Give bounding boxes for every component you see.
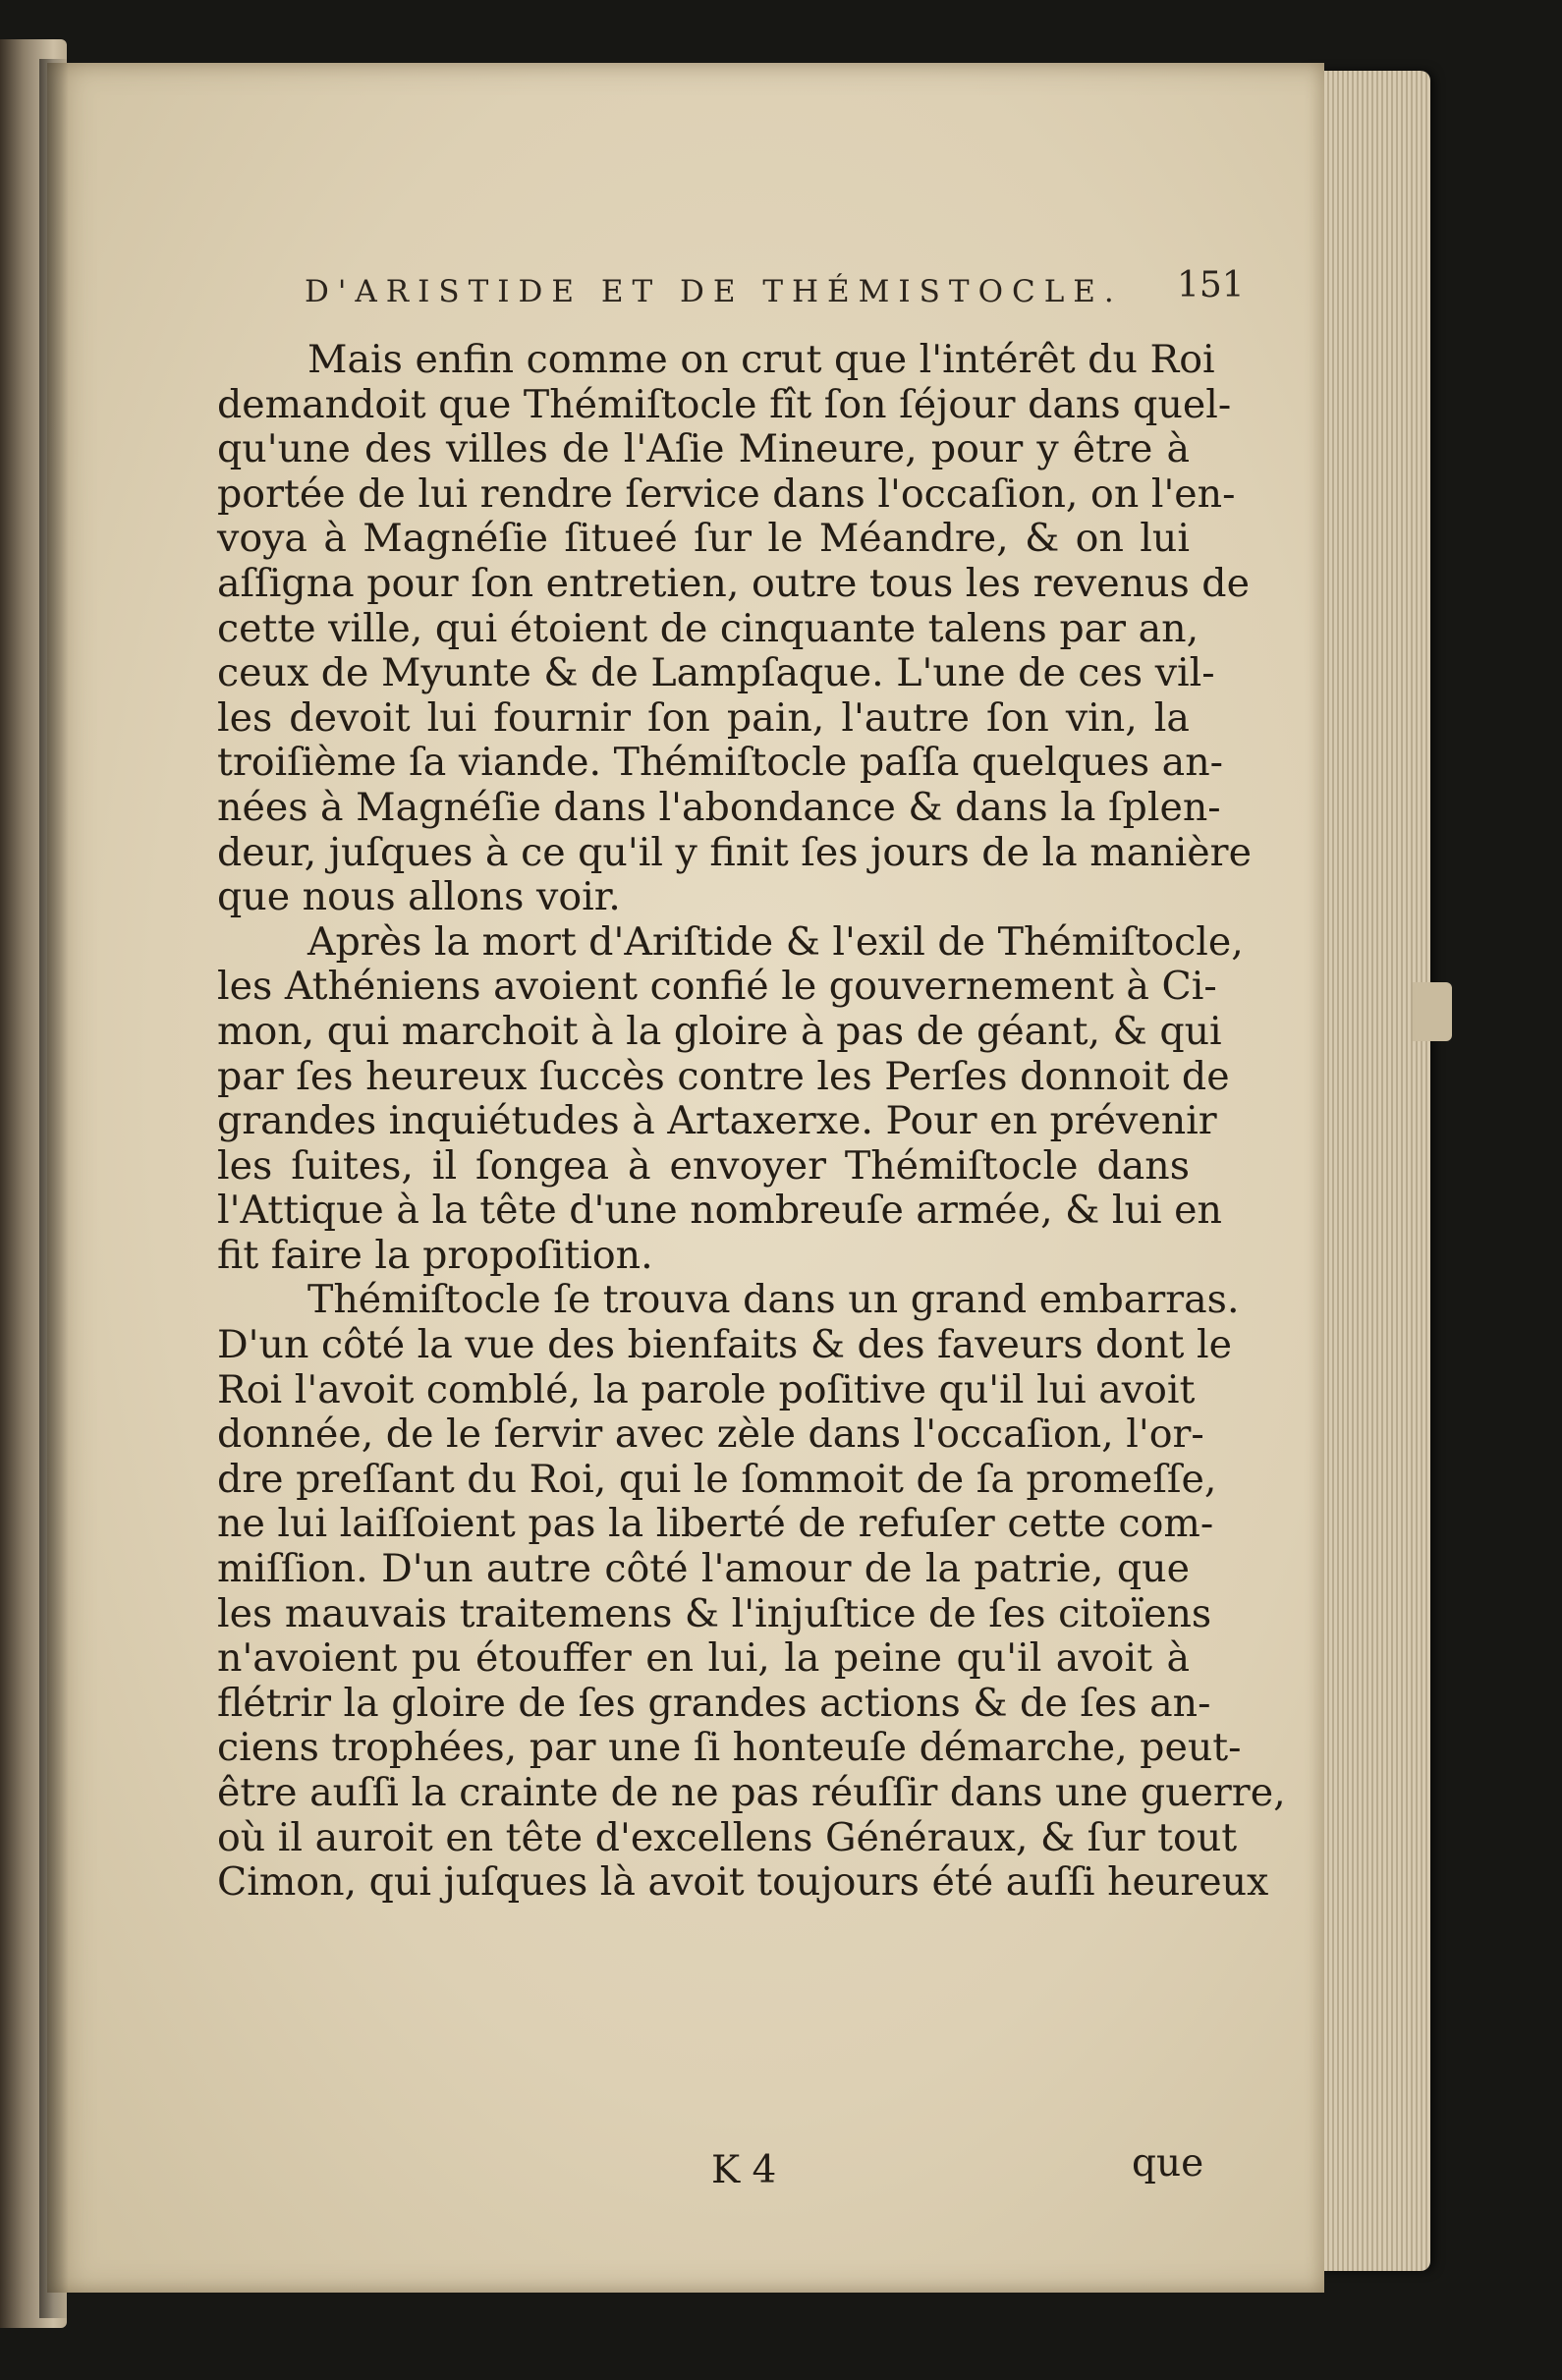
text-line: troiſième ſa viande. Thémiſtocle paſſa quelques an- [217,740,1224,786]
text-line: cette ville, qui étoient de cinquante talens par an, [217,605,1199,651]
paragraph-2 [217,918,1244,1279]
text-line: qu'une des villes de l'Aſie Mineure, pour y être à [217,426,1190,472]
text-line: Thémiſtocle ſe trouva dans un grand embarras. [307,1277,1240,1323]
text-line: ciens trophées, par une ſi honteuſe démarche, peut- [217,1725,1242,1771]
text-line: être auſſi la crainte de ne pas réuſſir dans une guerre, [217,1770,1286,1815]
body-text [217,337,1286,1906]
text-line: aſſigna pour ſon entretien, outre tous les revenus de [217,560,1250,606]
text-line: grandes inquiétudes à Artaxerxe. Pour en prévenir [217,1098,1217,1144]
text-line: les ſuites, il ſongea à envoyer Thémiſtocle dans [217,1142,1190,1189]
text-line: n'avoient pu étouffer en lui, la peine qu'il avoit à [217,1635,1190,1682]
text-line: nées à Magnéſie dans l'abondance & dans la ſplen- [217,784,1221,830]
text-line: Après la mort d'Ariſtide & l'exil de Thémiſtocle, [307,918,1244,965]
catchword: que [1132,2141,1204,2186]
text-line: où il auroit en tête d'excellens Généraux, & ſur tout [217,1814,1238,1860]
page-tab [1413,982,1452,1041]
text-line: miſſion. D'un autre côté l'amour de la patrie, que [217,1546,1190,1592]
binding-shadow [39,59,69,2318]
text-line: fit faire la propoſition. [217,1232,653,1278]
text-line: dre preſſant du Roi, qui le ſommoit de ſa promeſſe, [217,1456,1217,1502]
text-line: portée de lui rendre ſervice dans l'occaſion, on l'en- [217,470,1236,517]
text-line: mon, qui marchoit à la gloire à pas de géant, & qui [217,1008,1222,1054]
text-line: flétrir la gloire de ſes grandes actions & de ſes an- [217,1680,1211,1726]
text-line: deur, juſques à ce qu'il y finit ſes jours de la manière [217,829,1252,875]
text-line: ceux de Myunte & de Lampſaque. L'une de ces vil- [217,650,1215,696]
text-line: voya à Magnéſie ſitueé ſur le Méandre, & on lui [217,516,1190,562]
text-line: les devoit lui fournir ſon pain, l'autre ſon vin, la [217,694,1190,741]
text-line: l'Attique à la tête d'une nombreuſe armée, & lui en [217,1188,1222,1234]
text-line: les mauvais traitemens & l'injuſtice de ſes citoïens [217,1590,1212,1636]
text-line: D'un côté la vue des bienfaits & des faveurs dont le [217,1322,1232,1368]
paragraph-1 [217,337,1252,920]
running-head: D'ARISTIDE ET DE THÉMISTOCLE. [305,274,1123,309]
text-line: donnée, de le ſervir avec zèle dans l'occaſion, l'or- [217,1411,1204,1458]
text-line: les Athéniens avoient confié le gouvernement à Ci- [217,964,1217,1010]
text-line: que nous allons voir. [217,874,621,920]
text-line: Cimon, qui juſques là avoit toujours été auſſi heureux [217,1859,1269,1906]
signature-mark: K 4 [711,2148,777,2192]
text-line: ne lui laiſſoient pas la liberté de refuſer cette com- [217,1501,1214,1547]
book-page [47,63,1324,2293]
text-line: Roi l'avoit comblé, la parole poſitive qu'il lui avoit [217,1366,1196,1412]
text-line: par ſes heureux ſuccès contre les Perſes donnoit de [217,1053,1230,1099]
paragraph-3 [217,1277,1286,1906]
text-line: demandoit que Thémiſtocle fît ſon ſéjour dans quel- [217,381,1232,427]
text-line: Mais enfin comme on crut que l'intérêt du Roi [307,337,1215,382]
page-number: 151 [1177,265,1245,305]
